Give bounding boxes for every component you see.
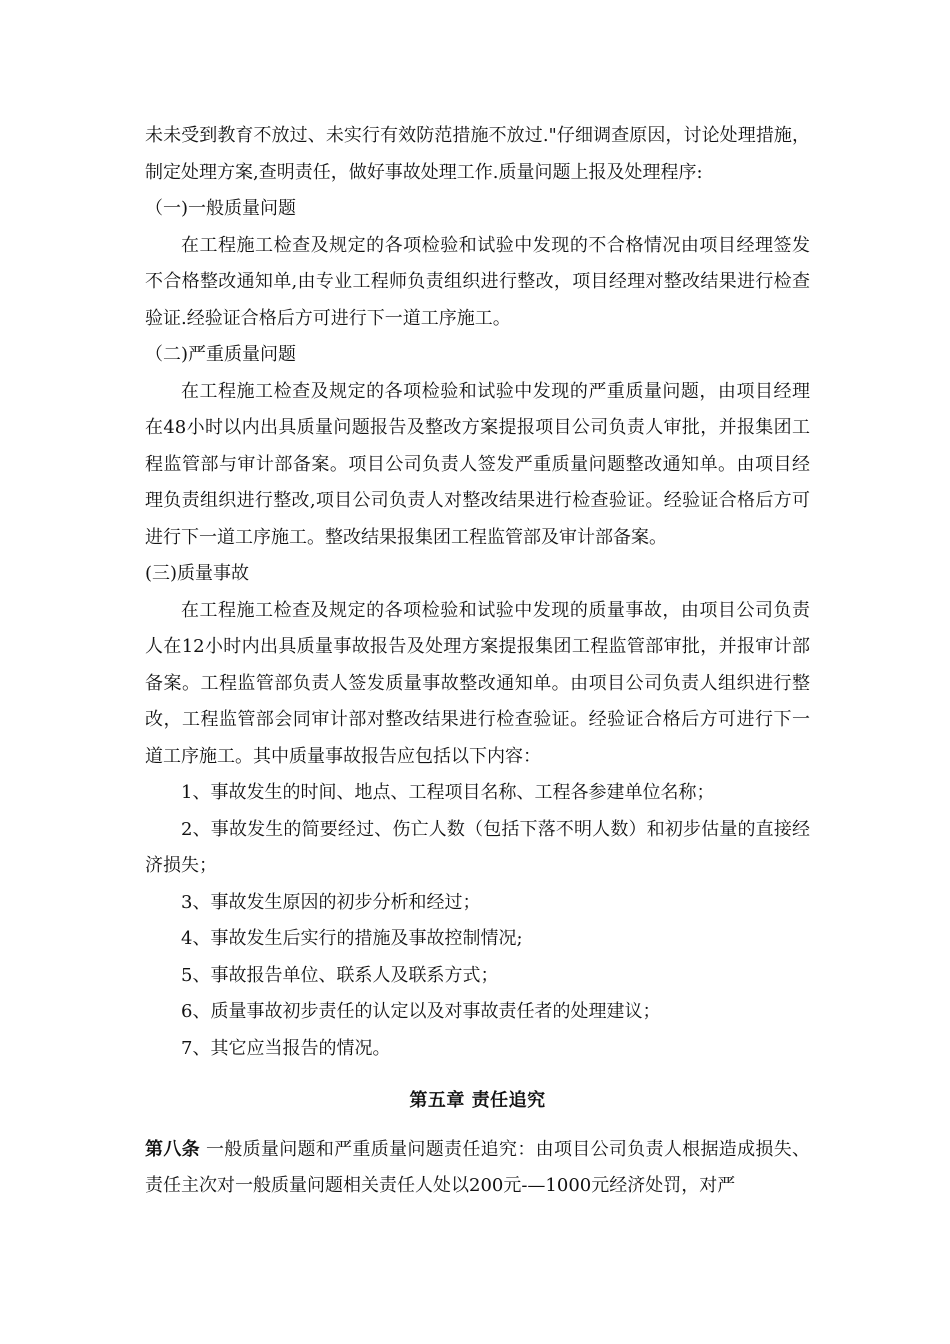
document-page [145, 118, 810, 1205]
list-item: 1、事故发生的时间、地点、工程项目名称、工程各参建单位名称； [181, 782, 715, 803]
subheading-quality-accident: (三)质量事故 [145, 563, 250, 584]
list-item: 3、事故发生原因的初步分析和经过； [181, 891, 481, 913]
list-item: 4、事故发生后实行的措施及事故控制情况; [181, 928, 523, 949]
subheading-serious-quality: （二)严重质量问题 [145, 344, 297, 365]
article-text: 一般质量问题和严重质量问题责任追究：由项目公司负责人根据造成损失、责任主次对一般质量问题相关责任人处以200元-—1000元经济处罚，对严 [145, 1138, 811, 1196]
article-paragraph [145, 1132, 810, 1205]
paragraph-general-quality: 在工程施工检查及规定的各项检验和试验中发现的不合格情况由项目经理签发不合格整改通知单,由专业工程师负责组织进行整改，项目经理对整改结果进行检查验证.经验证合格后方可进行下一道工序施工。 [145, 234, 810, 329]
list-item: 7、其它应当报告的情况。 [181, 1037, 391, 1059]
chapter-title: 第五章 责任追究 [409, 1090, 546, 1111]
paragraph-serious-quality: 在工程施工检查及规定的各项检验和试验中发现的严重质量问题，由项目经理在48小时以内出具质量问题报告及整改方案提报项目公司负责人审批，并报集团工程监管部与审计部备案。项目公司负责人签发严重质量问题整改通知单。由项目经理负责组织进行整改,项目公司负责人对整改结果进行检查验证。经验证合格后方可进行下一道工序施工。整改结果报集团工程监管部及审计部备案。 [145, 380, 810, 548]
paragraph-quality-accident: 在工程施工检查及规定的各项检验和试验中发现的质量事故，由项目公司负责人在12小时内出具质量事故报告及处理方案提报集团工程监管部审批，并报审计部备案。工程监管部负责人签发质量事故整改通知单。由项目公司负责人组织进行整改，工程监管部会同审计部对整改结果进行检查验证。经验证合格后方可进行下一道工序施工。其中质量事故报告应包括以下内容： [145, 599, 810, 767]
paragraph-intro: 未未受到教育不放过、未实行有效防范措施不放过."仔细调查原因，讨论处理措施，制定处理方案,查明责任，做好事故处理工作.质量问题上报及处理程序: [145, 125, 810, 183]
list-item: 2、事故发生的简要经过、伤亡人数（包括下落不明人数）和初步估量的直接经济损失； [145, 818, 810, 876]
list-item: 5、事故报告单位、联系人及联系方式； [181, 964, 499, 986]
list-item: 6、质量事故初步责任的认定以及对事故责任者的处理建议； [181, 1001, 661, 1022]
subheading-general-quality: （一)一般质量问题 [145, 198, 297, 219]
article-label: 第八条 [145, 1138, 200, 1160]
